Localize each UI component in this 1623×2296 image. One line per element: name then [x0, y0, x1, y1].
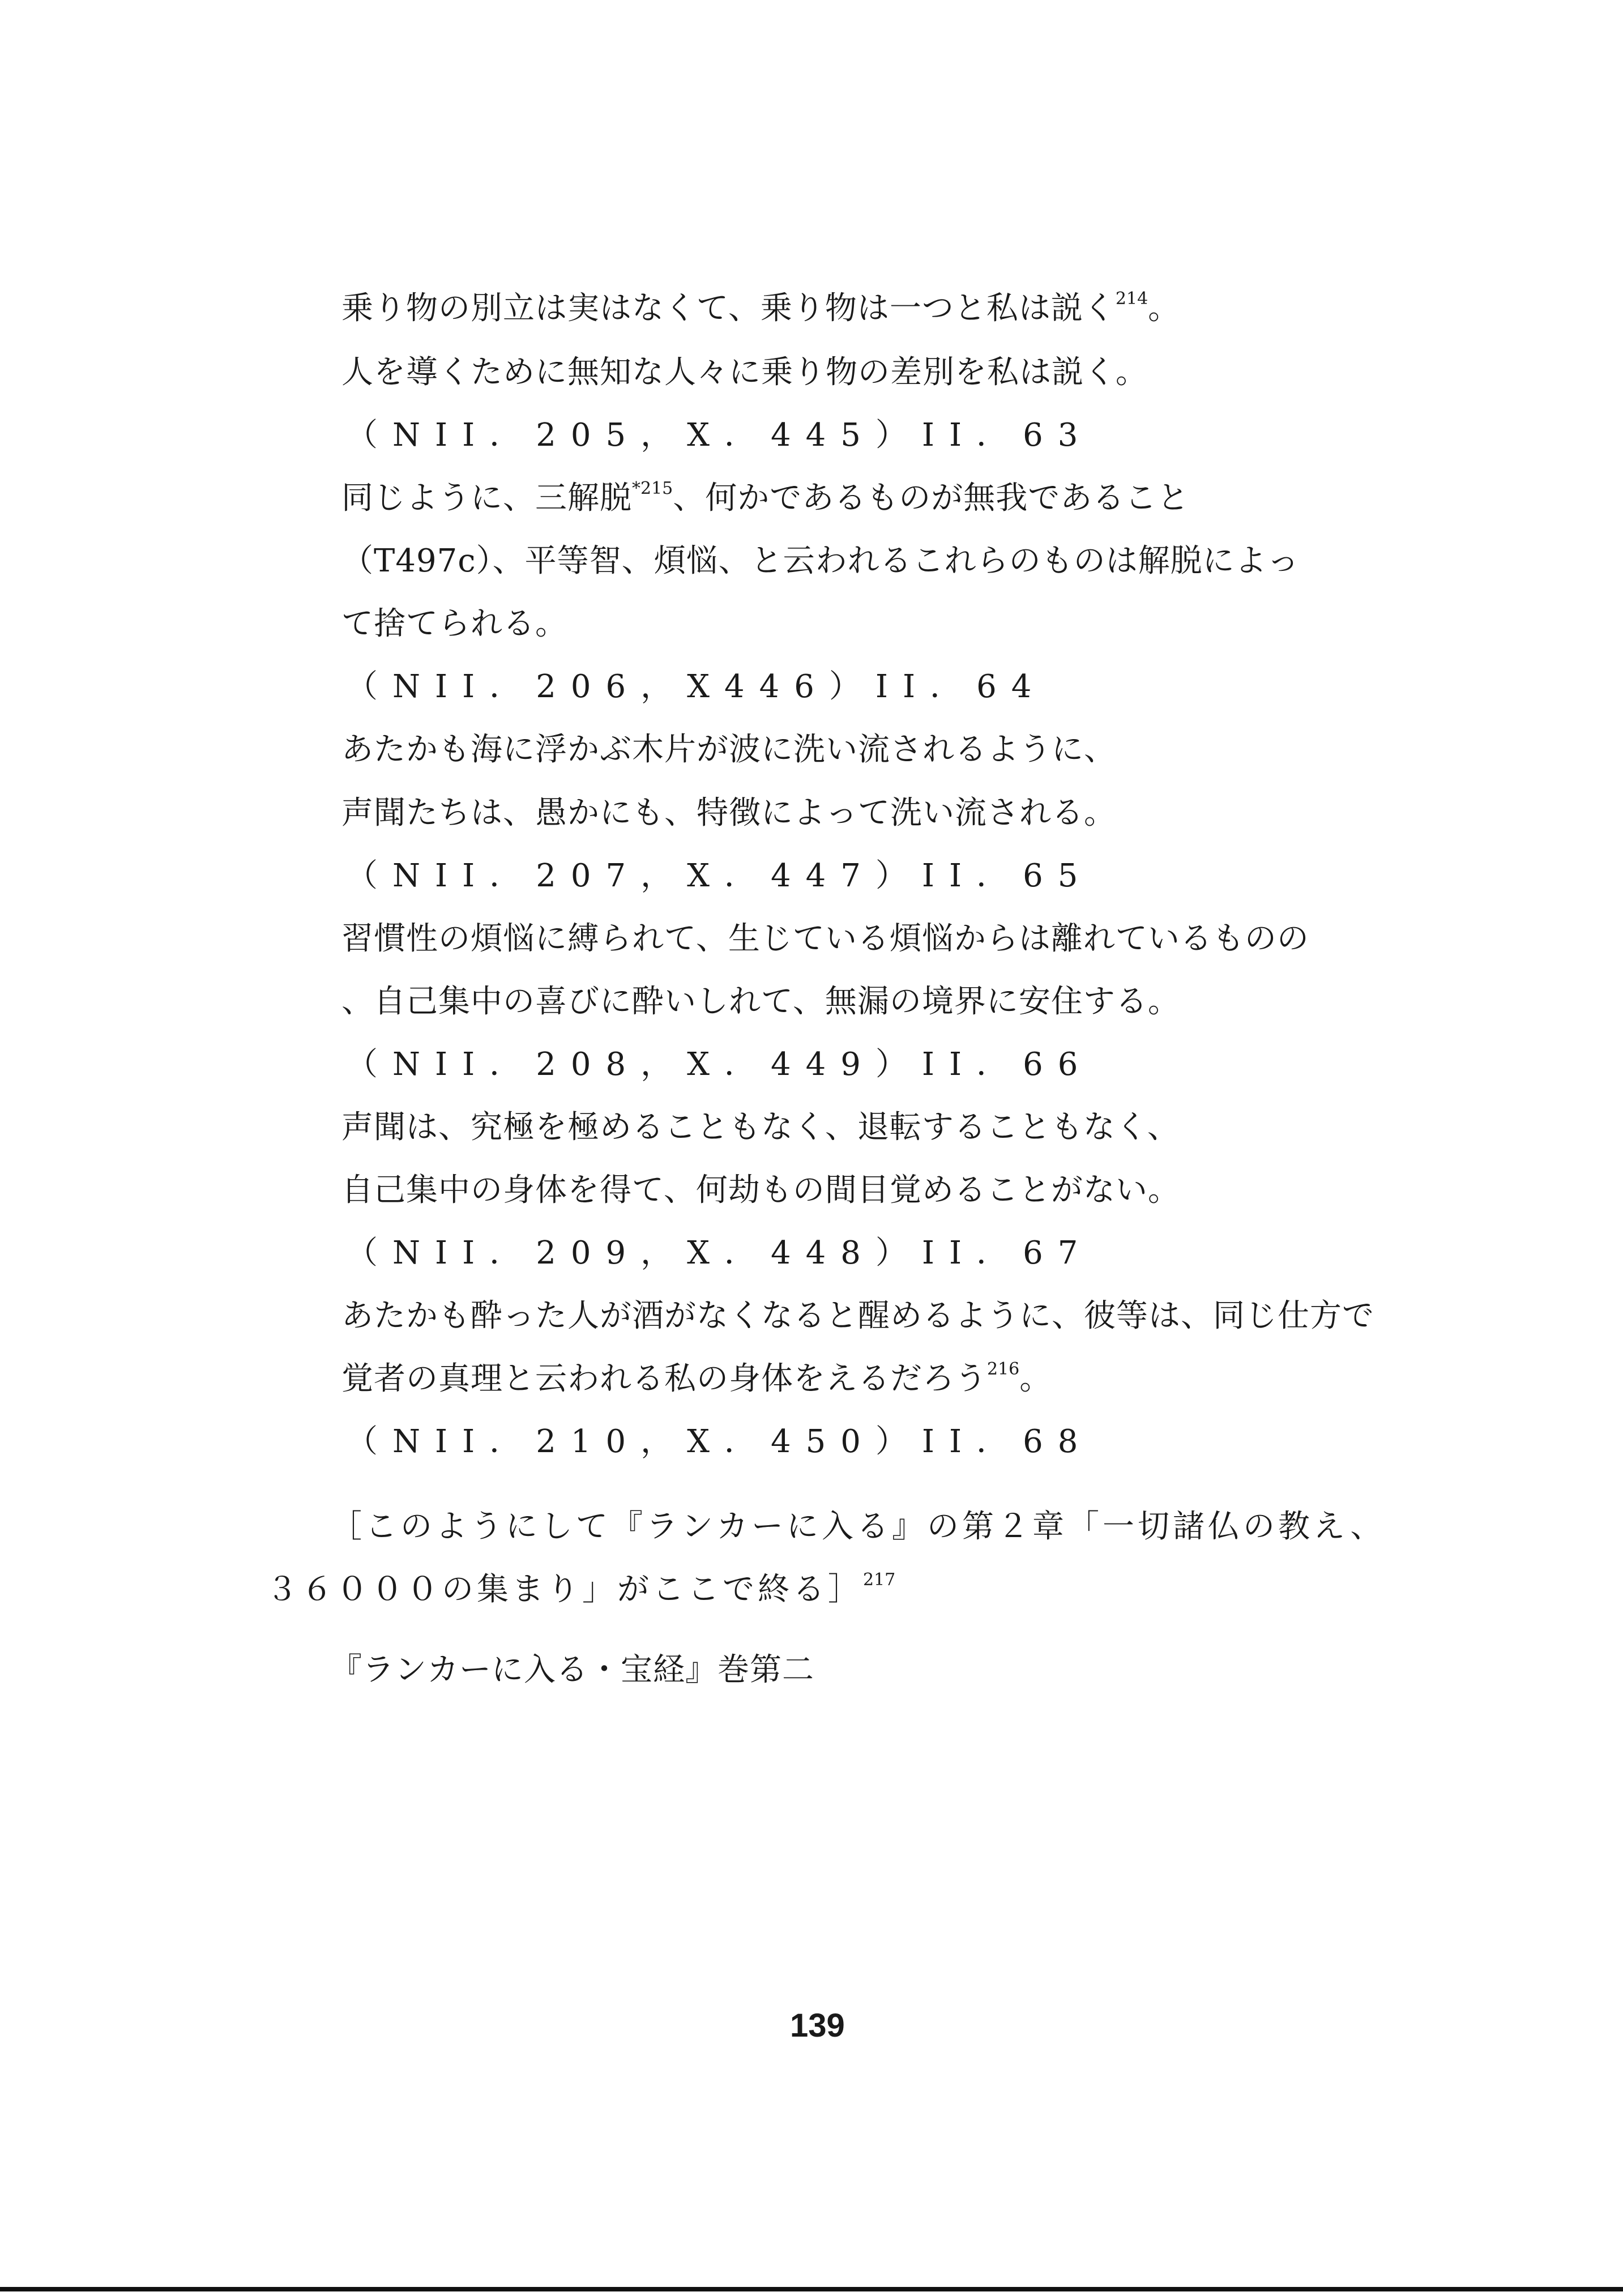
colophon-line: ３６０００の集まり」がここで終る］$^{217}$ [266, 1570, 896, 1608]
verse-line: 、自己集中の喜びに酔いしれて、無漏の境界に安住する。 [341, 983, 1180, 1020]
verse-line: （T497c）、平等智、煩悩、と云われるこれらのものは解脱によっ [341, 543, 1300, 579]
bottom-rule [0, 2287, 1623, 2291]
page-number: 139 [790, 2007, 845, 2044]
verse-reference: （NII．207，X．447）II．65 [346, 857, 1093, 894]
verse-reference: （NII．209，X．448）II．67 [346, 1235, 1093, 1271]
verse-line: 人を導くために無知な人々に乗り物の差別を私は説く。 [341, 354, 1148, 391]
verse-reference: （NII．205，X．445）II．63 [346, 417, 1093, 454]
verse-line: 乗り物の別立は実はなくて、乗り物は一つと私は説く$^{214}$。 [341, 289, 1181, 327]
verse-reference: （NII．206，X446）II．64 [346, 668, 1047, 705]
verse-line: 声聞は、究極を極めることもなく、退転することもなく、 [341, 1109, 1180, 1146]
colophon-line: ［このようにして『ランカーに入る』の第２章「一切諸仏の教え、 [330, 1508, 1386, 1545]
verse-line: 声聞たちは、愚かにも、特徴によって洗い流される。 [341, 795, 1116, 831]
verse-line: 覚者の真理と云われる私の身体をえるだろう$^{216}$。 [341, 1359, 1052, 1397]
verse-line: て捨てられる。 [341, 605, 567, 642]
verse-reference: （NII．208，X．449）II．66 [346, 1046, 1093, 1083]
verse-line: 同じように、三解脱$^{*215}$、何かであるものが無我であること [341, 479, 1190, 517]
verse-line: あたかも海に浮かぶ木片が波に洗い流されるように、 [341, 731, 1116, 768]
colophon-title: 『ランカーに入る・宝経』巻第二 [330, 1651, 814, 1688]
verse-line: 習慣性の煩悩に縛られて、生じている煩悩からは離れているものの [341, 920, 1309, 957]
verse-reference: （NII．210，X．450）II．68 [346, 1423, 1093, 1460]
verse-line: 自己集中の身体を得て、何劫もの間目覚めることがない。 [341, 1172, 1180, 1209]
verse-line: あたかも酔った人が酒がなくなると醒めるように、彼等は、同じ仕方で [341, 1298, 1374, 1334]
